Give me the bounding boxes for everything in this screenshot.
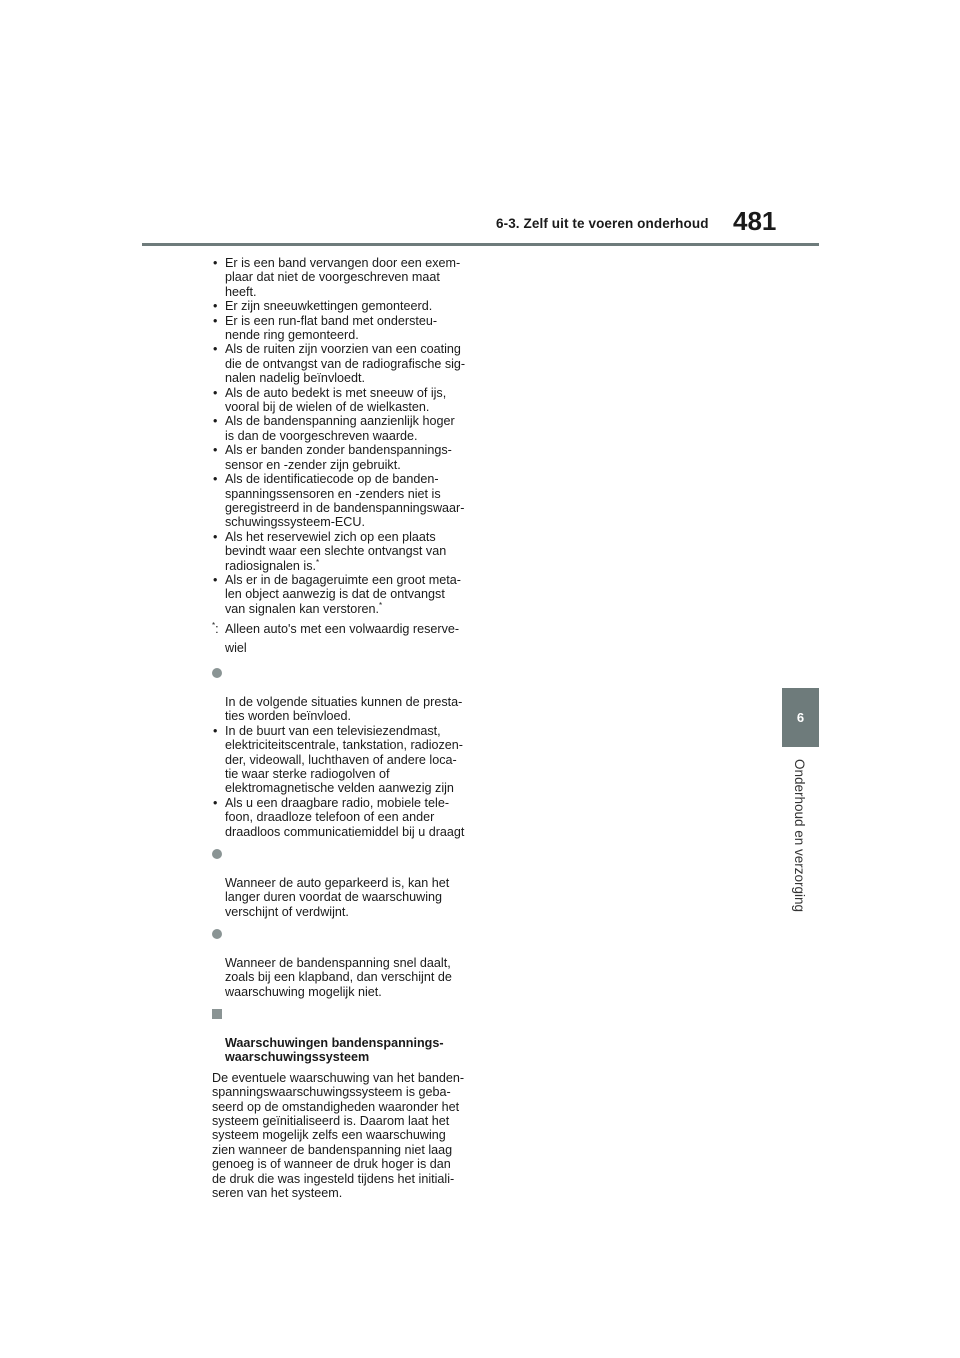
list-item: • In de buurt van een televisiezendmast, elektriciteitscentrale, tankstation, radiozen- der, videowall, luchthaven of andere loca- tie waar sterke radiogolven of elektromagnetische velden aanwezig zijn [212,724,474,796]
interference-list [212,724,474,839]
circle-bullet-icon [212,929,222,939]
main-content [212,256,474,1200]
list-item: • Er is een run-flat band met ondersteu- nende ring gemonteerd. [212,314,474,343]
section-title: 6-3. Zelf uit te voeren onderhoud [496,216,709,231]
list-item: • Als de auto bedekt is met sneeuw of ijs, vooral bij de wielen of de wielkasten. [212,386,474,415]
footnote-text: Alleen auto's met een volwaardig reserve- wiel [225,622,460,656]
list-item: • Er zijn sneeuwkettingen gemonteerd. [212,299,474,313]
rapid-drop-paragraph: Wanneer de bandenspanning snel daalt, zoals bij een klapband, dan verschijnt de waarschuwing mogelijk niet. [212,927,474,999]
list-item: • Als het reservewiel zich op een plaats bevindt waar een slechte ontvangst van radiosignalen is.* [212,530,474,573]
chapter-title-sidebar [735,758,865,913]
interference-paragraph: In de volgende situaties kunnen de presta- ties worden beïnvloed. [212,666,474,724]
header-divider [142,243,819,246]
warnings-body: De eventuele waarschuwing van het banden- spanningswaarschuwingssysteem is geba- seerd op de omstandigheden waaronder het systeem geïnitialiseerd is. Daarom laat het systeem mogelijk zelfs een waarschuwing zien wanneer de bandenspanning niet laag genoeg is of wanneer de druk hoger is dan de druk die was ingesteld tijdens het initiali- seren van het systeem. [212,1070,465,1200]
footnote: *: Alleen auto's met een volwaardig reserve- wiel [212,620,474,658]
footnote-mark: * [316,557,320,567]
footnote-mark: * [379,600,383,610]
parked-paragraph: Wanneer de auto geparkeerd is, kan het langer duren voordat de waarschuwing verschijnt of verdwijnt. [212,847,474,919]
square-bullet-icon [212,1009,222,1019]
page-number: 481 [733,206,777,236]
list-item: • Er is een band vervangen door een exem- plaar dat niet de voorgeschreven maat heeft. [212,256,474,299]
circle-bullet-icon [212,668,222,678]
list-item: • Als u een draagbare radio, mobiele tele- foon, draadloze telefoon of een ander draadloos communicatiemiddel bij u draagt [212,796,474,839]
list-item: • Als er banden zonder bandenspannings- sensor en -zender zijn gebruikt. [212,443,474,472]
chapter-title: Onderhoud en verzorging [792,758,808,913]
conditions-list [212,256,474,616]
list-item: • Als de bandenspanning aanzienlijk hoger is dan de voorgeschreven waarde. [212,414,474,443]
list-item: • Als er in de bagageruimte een groot meta- len object aanwezig is dat de ontvangst van signalen kan verstoren.* [212,573,474,616]
chapter-tab [782,688,819,747]
chapter-number: 6 [796,710,805,725]
warnings-heading: Waarschuwingen bandenspannings- waarschuwingssysteem [212,1007,474,1065]
circle-bullet-icon [212,849,222,859]
list-item: • Als de identificatiecode op de banden- spanningssensoren en -zenders niet is geregistreerd in de bandenspanningswaar- schuwingssysteem-ECU. [212,472,474,530]
list-item: • Als de ruiten zijn voorzien van een coating die de ontvangst van de radiografische sig- nalen nadelig beïnvloedt. [212,342,474,385]
